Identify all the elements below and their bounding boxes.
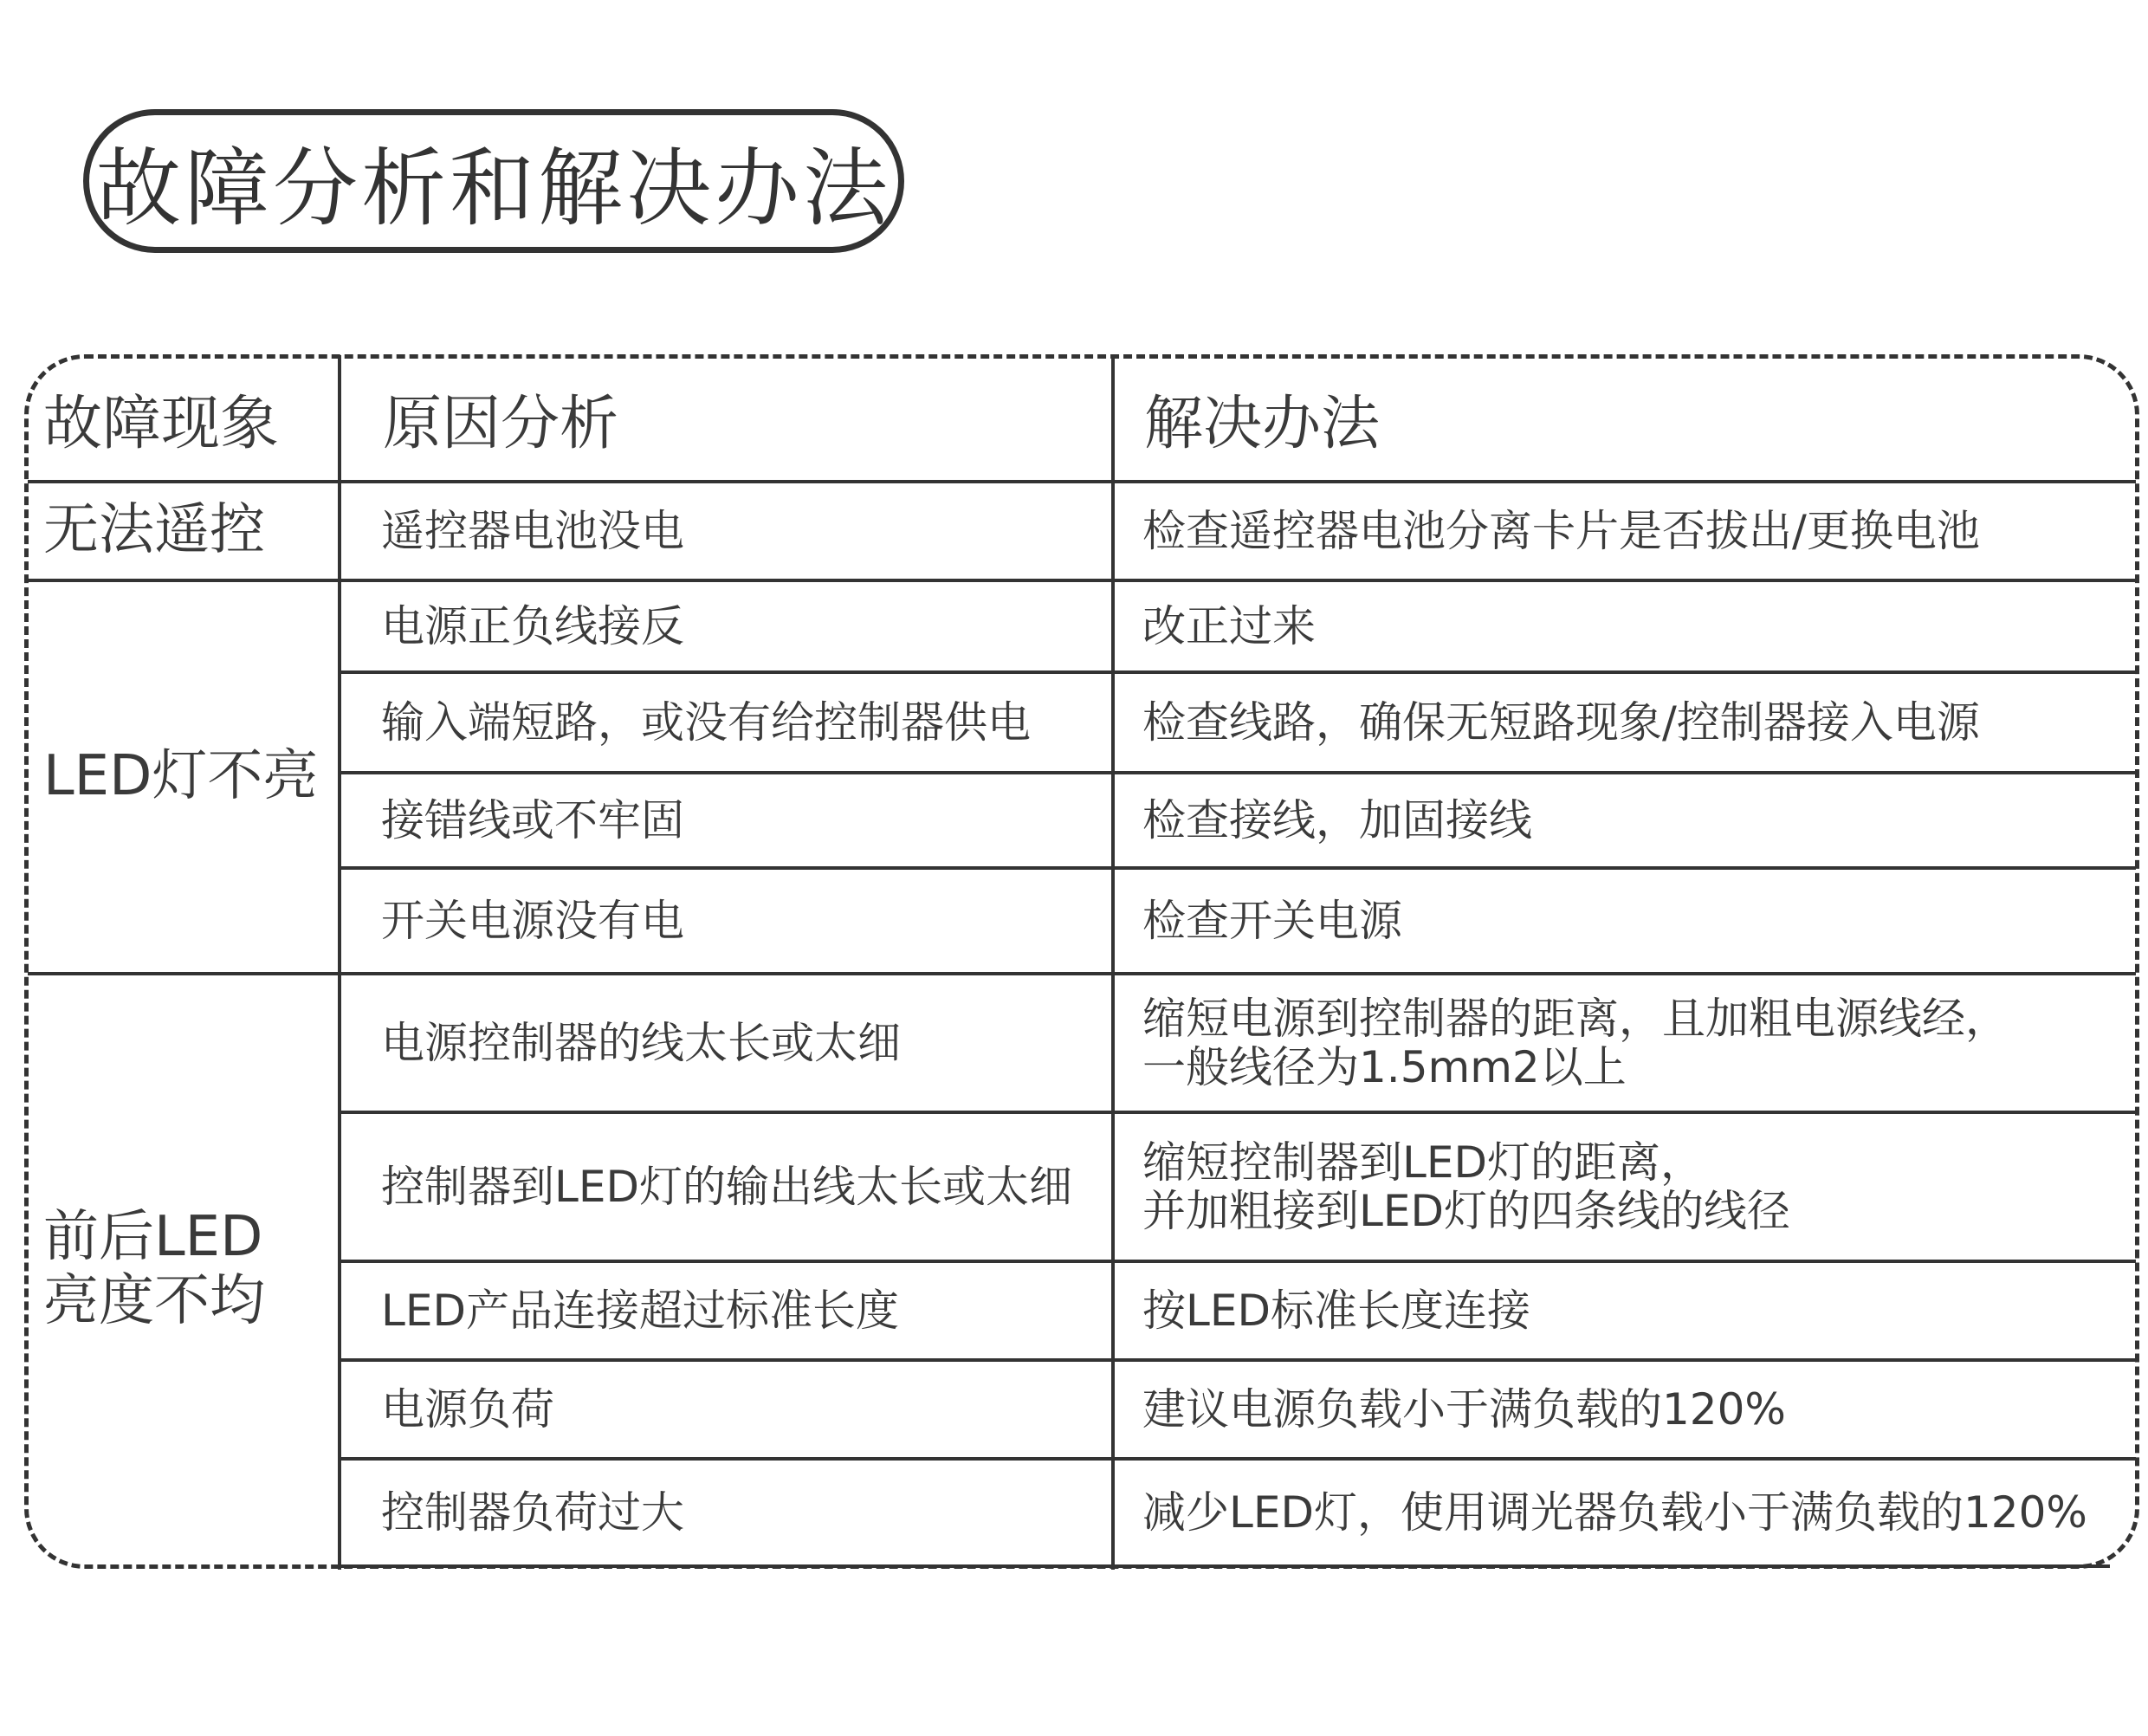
cause-cell-text: 控制器负荷过大 [381, 1487, 684, 1538]
page-title: 故障分析和解决办法 [95, 139, 891, 238]
cause-cell [381, 1459, 1113, 1566]
cause-cell [381, 974, 1113, 1112]
cause-cell [381, 1112, 1113, 1261]
cause-cell-text: 控制器到LED灯的输出线太长或太细 [381, 1162, 1072, 1212]
header-cell-text: 原因分析 [383, 389, 619, 458]
solution-cell [1142, 974, 2136, 1112]
solution-cell [1142, 1261, 2136, 1360]
symptom-cell-line: 前后LED [43, 1205, 263, 1270]
cause-cell [381, 580, 1113, 672]
solution-cell-line: 按LED标准长度连接 [1142, 1286, 1530, 1336]
symptom-cell [43, 482, 340, 580]
cause-cell-text: 输入端短路，或没有给控制器供电 [381, 697, 1031, 748]
header-cell [383, 355, 1113, 482]
title-badge [83, 109, 904, 253]
solution-cell [1142, 1360, 2136, 1459]
header-cell [1144, 355, 2136, 482]
solution-cell [1142, 1112, 2136, 1261]
header-cell [43, 355, 340, 482]
header-cell-text: 解决办法 [1144, 389, 1381, 458]
symptom-cell-text: LED灯不亮 [43, 744, 319, 809]
symptom-cell [43, 580, 340, 974]
solution-cell [1142, 1459, 2136, 1566]
cause-cell [381, 1261, 1113, 1360]
symptom-cell-line: 亮度不均 [43, 1269, 265, 1333]
solution-cell-line: 减少LED灯，使用调光器负载小于满负载的120% [1142, 1487, 2087, 1538]
cause-cell-text: 接错线或不牢固 [381, 795, 684, 845]
solution-cell-line: 并加粗接到LED灯的四条线的线径 [1142, 1186, 1790, 1236]
symptom-cell-text: 无法遥控 [43, 498, 265, 563]
cause-cell [381, 482, 1113, 580]
solution-cell-line: 检查开关电源 [1142, 896, 1402, 946]
solution-cell-line: 缩短控制器到LED灯的距离， [1142, 1137, 1704, 1188]
cause-cell-text: LED产品连接超过标准长度 [381, 1286, 899, 1336]
cause-cell-text: 电源控制器的线太长或太细 [381, 1018, 901, 1068]
solution-cell-line: 缩短电源到控制器的距离，且加粗电源线经， [1142, 994, 2009, 1044]
cause-cell-text: 电源正负线接反 [381, 601, 684, 651]
header-cell-text: 故障现象 [43, 389, 280, 458]
solution-cell [1142, 672, 2136, 773]
solution-cell [1142, 868, 2136, 974]
solution-cell [1142, 773, 2136, 868]
solution-cell [1142, 482, 2136, 580]
solution-cell-line: 一般线径为1.5mm2以上 [1142, 1042, 1627, 1092]
solution-cell-line: 改正过来 [1142, 601, 1316, 651]
cause-cell-text: 电源负荷 [381, 1384, 554, 1435]
solution-cell-line: 检查接线，加固接线 [1142, 795, 1532, 845]
cause-cell [381, 1360, 1113, 1459]
cause-cell [381, 773, 1113, 868]
cause-cell [381, 672, 1113, 773]
solution-cell [1142, 580, 2136, 672]
cause-cell-text: 开关电源没有电 [381, 896, 684, 946]
solution-cell-line: 检查线路，确保无短路现象/控制器接入电源 [1142, 697, 1980, 748]
solution-cell-line: 检查遥控器电池分离卡片是否拔出/更换电池 [1142, 506, 1980, 556]
cause-cell [381, 868, 1113, 974]
symptom-cell [43, 974, 340, 1566]
cause-cell-text: 遥控器电池没电 [381, 506, 684, 556]
solution-cell-line: 建议电源负载小于满负载的120% [1142, 1384, 1786, 1435]
